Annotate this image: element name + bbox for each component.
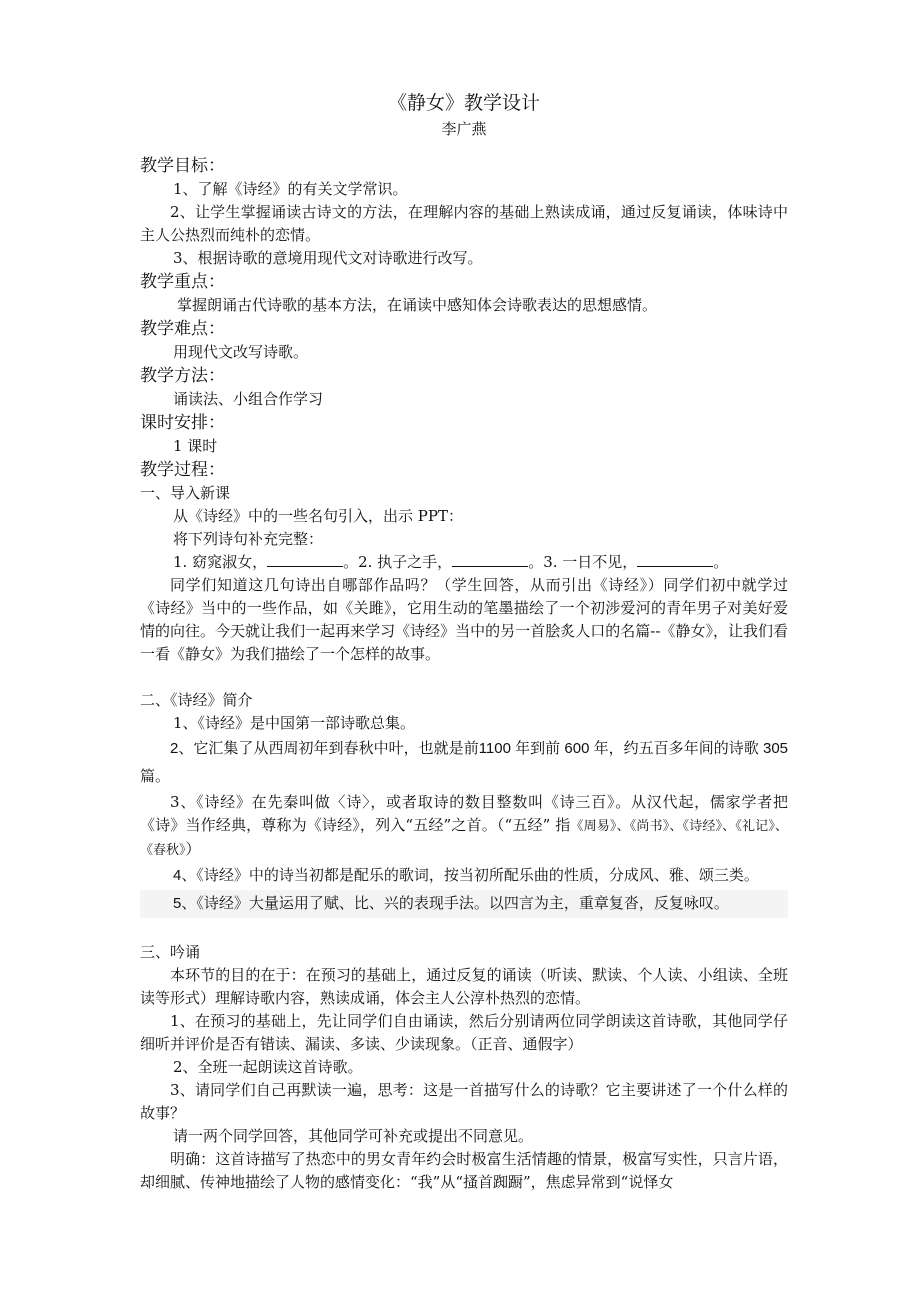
author-name: 李广燕: [441, 120, 487, 138]
section-2-item: 1、《诗经》是中国第一部诗歌总集。: [173, 714, 416, 732]
quiz-text: 。2. 执子之手，: [343, 553, 453, 571]
quiz-blank: [637, 552, 713, 567]
section-3-intro: 本环节的目的在于：在预习的基础上，通过反复的诵读（听读、默读、个人读、小组读、全班读等形式）理解诗歌内容，熟读成诵，体会主人公淳朴热烈的恋情。: [140, 966, 788, 1007]
spacer: [140, 666, 788, 689]
section-3-clarify: 明确：这首诗描写了热恋中的男女青年约会时极富生活情趣的情景，极富写实性，只言片语，却细腻、传神地描绘了人物的感情变化：“我”从“搔首踟蹰”，焦虑异常到“说怿女: [140, 1150, 788, 1191]
methods-text: 诵读法、小组合作学习: [173, 390, 324, 408]
quiz-text: 1. 窈窕淑女，: [173, 553, 268, 571]
document-page: [140, 88, 788, 1194]
schedule-heading: 课时安排：: [140, 413, 225, 433]
section-3-item: 2、全班一起朗读这首诗歌。: [173, 1058, 363, 1076]
section-1-line: 从《诗经》中的一些名句引入，出示 PPT：: [173, 507, 463, 525]
difficulty-heading: 教学难点：: [140, 319, 225, 339]
section-2-heading: 二、《诗经》简介: [140, 691, 253, 709]
difficulty-text: 用现代文改写诗歌。: [173, 343, 309, 361]
schedule-text: 1 课时: [173, 437, 218, 455]
five-classics-list: 《周易》、《尚书》、《诗经》、《礼记》、《春秋》: [140, 819, 788, 858]
objective-item: 2、让学生掌握诵读古诗文的方法，在理解内容的基础上熟读成诵，通过反复诵读，体味诗中主人公热烈而纯朴的恋情。: [140, 203, 788, 244]
section-2-item-text: 3、《诗经》在先秦叫做〈诗〉，或者取诗的数目整数叫《诗三百》。从汉代起，儒家学者把《诗》当作经典，尊称为《诗经》，列入“五经”之首。（“五经” 指: [140, 793, 788, 834]
objective-item: 1、了解《诗经》的有关文学常识。: [173, 180, 408, 198]
quiz-text: 。: [713, 553, 729, 571]
fill-in-quiz: [140, 551, 788, 574]
section-1-line: 将下列诗句补充完整：: [173, 530, 324, 548]
document-title: 《静女》教学设计: [387, 92, 540, 114]
section-2-item: [140, 791, 788, 862]
section-3-item: 3、请同学们自己再默读一遍，思考：这是一首描写什么的诗歌？它主要讲述了一个什么样的故事？: [140, 1081, 788, 1122]
section-2-item: 5、《诗经》大量运用了赋、比、兴的表现手法。以四言为主，重章复沓，反复咏叹。: [140, 890, 788, 918]
section-2-item-text: ）: [185, 840, 201, 858]
quiz-blank: [267, 552, 343, 567]
section-3-item: 1、在预习的基础上，先让同学们自由诵读，然后分别请两位同学朗读这首诗歌，其他同学仔细听并评价是否有错读、漏读、多读、少读现象。（正音、通假字）: [140, 1012, 788, 1053]
spacer: [140, 918, 788, 941]
keypoints-heading: 教学重点：: [140, 272, 225, 292]
section-1-heading: 一、导入新课: [140, 484, 231, 502]
keypoints-text: 掌握朗诵古代诗歌的基本方法，在诵读中感知体会诗歌表达的思想感情。: [177, 296, 658, 314]
section-3-heading: 三、吟诵: [140, 943, 201, 961]
section-1-paragraph: 同学们知道这几句诗出自哪部作品吗？（学生回答，从而引出《诗经》）同学们初中就学过《诗经》当中的一些作品，如《关雎》，它用生动的笔墨描绘了一个初涉爱河的青年男子对美好爱情的向往。今天就让我们一起再来学习《诗经》当中的另一首脍炙人口的名篇--《静女》，让我们看一看《静女》为我们描绘了一个怎样的故事。: [140, 576, 788, 663]
objective-item: 3、根据诗歌的意境用现代文对诗歌进行改写。: [173, 249, 483, 267]
methods-heading: 教学方法：: [140, 366, 225, 386]
process-heading: 教学过程：: [140, 460, 225, 480]
objectives-heading: 教学目标：: [140, 156, 225, 176]
quiz-text: 。3. 一日不见，: [528, 553, 638, 571]
section-2-item: 2、它汇集了从西周初年到春秋中叶，也就是前1100 年到前 600 年，约五百多年间的诗歌 305 篇。: [140, 740, 788, 785]
section-3-item: 请一两个同学回答，其他同学可补充或提出不同意见。: [173, 1127, 534, 1145]
section-2-item: 4、《诗经》中的诗当初都是配乐的歌词，按当初所配乐曲的性质，分成风、雅、颂三类。: [173, 867, 759, 884]
quiz-blank: [452, 552, 528, 567]
